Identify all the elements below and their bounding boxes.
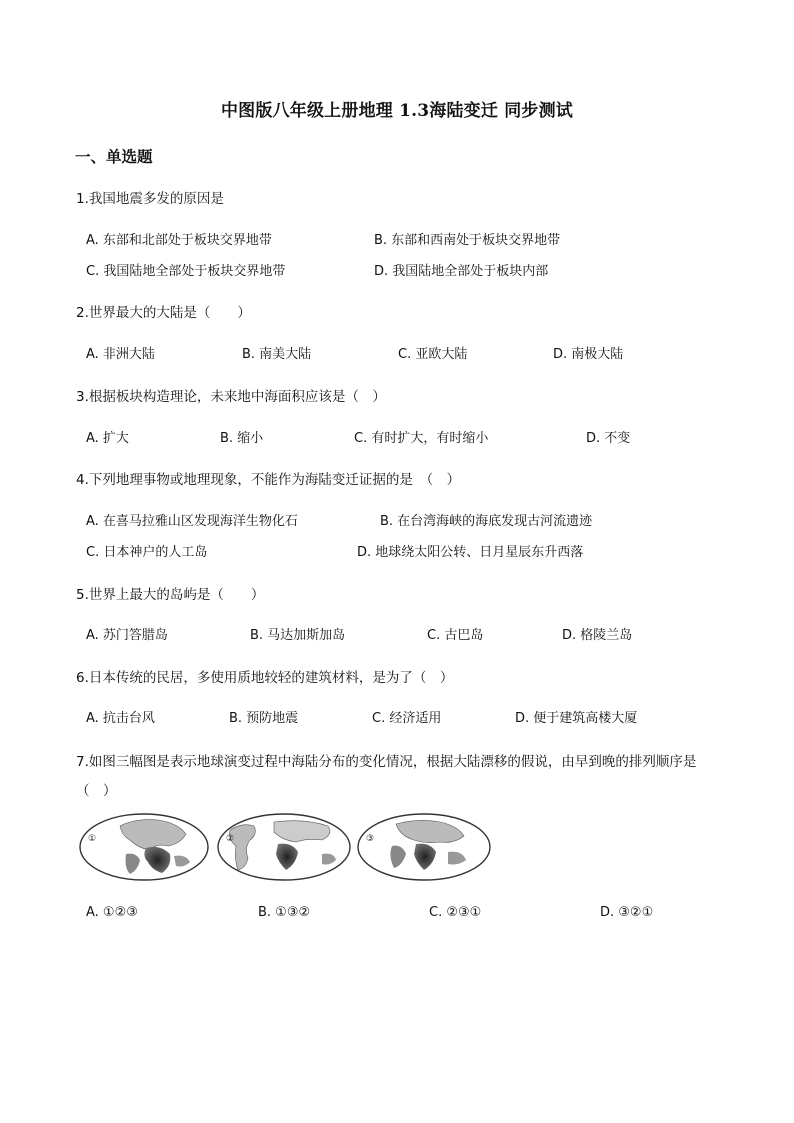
question-5-stem: 5.世界上最大的岛屿是（ ）: [76, 587, 265, 603]
q5-option-a[interactable]: A. 苏门答腊岛: [86, 628, 168, 643]
q3-option-b[interactable]: B. 缩小: [220, 431, 264, 446]
q4-option-c[interactable]: C. 日本神户的人工岛: [86, 545, 208, 560]
section-heading: 一、单选题: [75, 148, 153, 166]
question-2-stem: 2.世界最大的大陆是（ ）: [76, 305, 251, 321]
q2-option-d[interactable]: D. 南极大陆: [553, 347, 624, 362]
q2-option-b[interactable]: B. 南美大陆: [242, 347, 312, 362]
question-1-stem: 1.我国地震多发的原因是: [76, 191, 224, 207]
q4-option-a[interactable]: A. 在喜马拉雅山区发现海洋生物化石: [86, 514, 298, 529]
map-1-label: ①: [88, 834, 97, 844]
map-2-label: ②: [226, 834, 235, 844]
q3-option-c[interactable]: C. 有时扩大，有时缩小: [354, 431, 489, 446]
q1-option-a[interactable]: A. 东部和北部处于板块交界地带: [86, 233, 272, 248]
q7-option-b[interactable]: B. ①③②: [258, 905, 311, 920]
q5-option-b[interactable]: B. 马达加斯加岛: [250, 628, 346, 643]
question-7-stem-paren: （ ）: [76, 783, 117, 799]
q6-option-a[interactable]: A. 抗击台风: [86, 711, 155, 726]
q3-option-d[interactable]: D. 不变: [586, 431, 631, 446]
q7-option-c[interactable]: C. ②③①: [429, 905, 482, 920]
q6-option-c[interactable]: C. 经济适用: [372, 711, 442, 726]
page-title: 中图版八年级上册地理 1.3海陆变迁 同步测试: [220, 101, 573, 121]
q6-option-b[interactable]: B. 预防地震: [229, 711, 299, 726]
q2-option-c[interactable]: C. 亚欧大陆: [398, 347, 468, 362]
q1-option-d[interactable]: D. 我国陆地全部处于板块内部: [374, 264, 549, 279]
world-map-2: [218, 814, 350, 880]
q3-option-a[interactable]: A. 扩大: [86, 431, 129, 446]
world-map-1: [80, 814, 208, 880]
q4-option-d[interactable]: D. 地球绕太阳公转、日月星辰东升西落: [357, 545, 584, 560]
world-maps-figure: [78, 810, 498, 885]
map-3-label: ③: [366, 834, 375, 844]
q5-option-c[interactable]: C. 古巴岛: [427, 628, 484, 643]
question-3-stem: 3.根据板块构造理论，未来地中海面积应该是（ ）: [76, 389, 386, 405]
q7-option-a[interactable]: A. ①②③: [86, 905, 138, 920]
q7-option-d[interactable]: D. ③②①: [600, 905, 654, 920]
q5-option-d[interactable]: D. 格陵兰岛: [562, 628, 633, 643]
question-4-stem: 4.下列地理事物或地理现象，不能作为海陆变迁证据的是 （ ）: [76, 472, 461, 488]
question-7-stem: 7.如图三幅图是表示地球演变过程中海陆分布的变化情况，根据大陆漂移的假说，由早到晚的排列顺序是: [76, 754, 697, 770]
q6-option-d[interactable]: D. 便于建筑高楼大厦: [515, 711, 638, 726]
world-map-3: [358, 814, 490, 880]
q1-option-c[interactable]: C. 我国陆地全部处于板块交界地带: [86, 264, 286, 279]
q1-option-b[interactable]: B. 东部和西南处于板块交界地带: [374, 233, 561, 248]
q4-option-b[interactable]: B. 在台湾海峡的海底发现古河流遗迹: [380, 514, 593, 529]
q2-option-a[interactable]: A. 非洲大陆: [86, 347, 155, 362]
question-6-stem: 6.日本传统的民居，多使用质地较轻的建筑材料，是为了（ ）: [76, 670, 454, 686]
